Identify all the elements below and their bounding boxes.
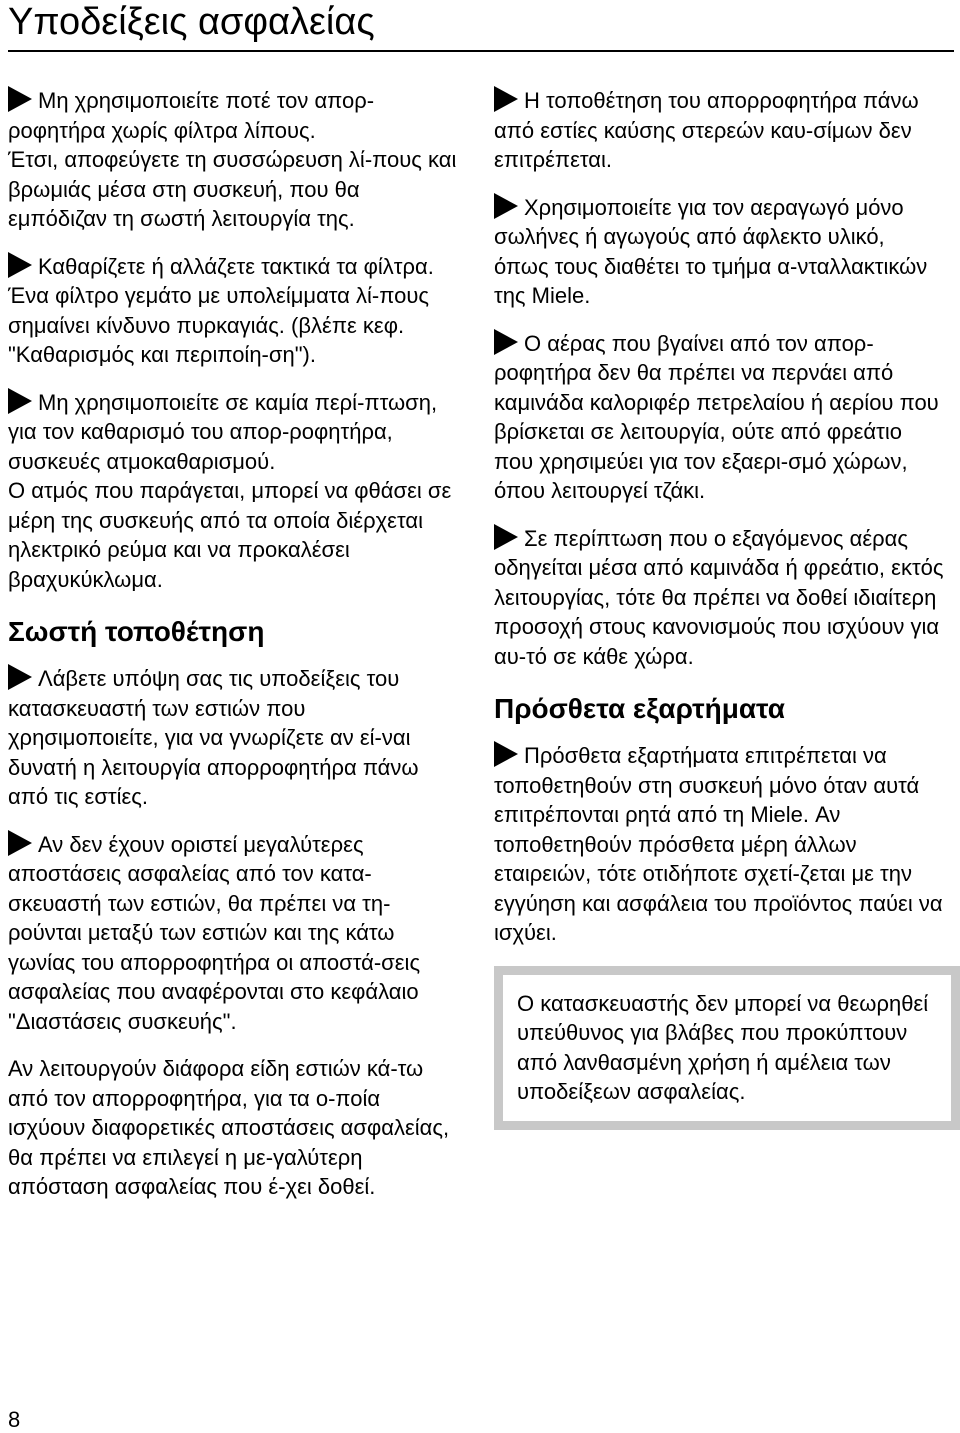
paragraph-text: Καθαρίζετε ή αλλάζετε τακτικά τα φίλτρα. bbox=[38, 253, 434, 279]
paragraph-text: Ο αέρας που βγαίνει από τον απορ-ροφητήρα δεν θα πρέπει να περνάει από καμινάδα καλοριφέρ πετρελαίου ή αερίου που βρίσκεται σε λειτουργία, ούτε από φρεάτιο που χρησιμεύει για τον εξαερι-σμό χώρων, όπου λειτουργεί τζάκι. bbox=[494, 330, 939, 503]
triangle-right-icon bbox=[8, 388, 32, 414]
bullet-paragraph bbox=[8, 86, 458, 145]
paragraph bbox=[8, 830, 458, 1037]
paragraph bbox=[494, 193, 944, 311]
paragraph bbox=[8, 388, 458, 595]
triangle-right-icon bbox=[494, 329, 518, 355]
paragraph-text: Μη χρησιμοποιείτε ποτέ τον απορ-ροφητήρα χωρίς φίλτρα λίπους. bbox=[8, 88, 375, 143]
triangle-right-icon bbox=[494, 524, 518, 550]
triangle-right-icon bbox=[8, 252, 32, 278]
bullet-paragraph bbox=[494, 193, 944, 311]
triangle-right-icon bbox=[8, 830, 32, 856]
section-heading: Πρόσθετα εξαρτήματα bbox=[494, 693, 785, 724]
paragraph bbox=[8, 664, 458, 812]
paragraph-text: Έτσι, αποφεύγετε τη συσσώρευση λί-πους και βρωμιάς μέσα στη συσκευή, που θα εμπόδιζαν τη σωστή λειτουργία της. bbox=[8, 147, 457, 231]
paragraph-text: Αν λειτουργούν διάφορα είδη εστιών κά-τω από τον απορροφητήρα, για τα ο-ποία ισχύουν διαφορετικές αποστάσεις ασφαλείας, θα πρέπει να επιλεγεί η με-γαλύτερη απόσταση ασφαλείας που έ-χει δοθεί. bbox=[8, 1056, 450, 1199]
bullet-paragraph bbox=[8, 830, 458, 1037]
right-column bbox=[494, 86, 944, 1130]
triangle-right-icon bbox=[494, 86, 518, 112]
paragraph-text: Χρησιμοποιείτε για τον αεραγωγό μόνο σωλήνες ή αγωγούς από άφλεκτο υλικό, όπως τους διαθέτει το τμήμα α-νταλλακτικών της Miele. bbox=[494, 194, 928, 308]
triangle-right-icon bbox=[494, 193, 518, 219]
paragraph-text: Πρόσθετα εξαρτήματα επιτρέπεται να τοποθετηθούν στη συσκευή μόνο όταν αυτά επιτρέπονται ρητά από τη Miele. Αν τοποθετηθούν πρόσθετα μέρη άλλων εταιρειών, τότε οτιδήποτε σχετί-ζεται με την εγγύηση και ασφάλεια του προϊόντος παύει να ισχύει. bbox=[494, 743, 943, 945]
bullet-paragraph bbox=[494, 524, 944, 672]
paragraph bbox=[494, 524, 944, 672]
bullet-paragraph bbox=[8, 252, 458, 282]
paragraph-text: Λάβετε υπόψη σας τις υποδείξεις του κατασκευαστή των εστιών που χρησιμοποιείτε, για να γνωρίζετε αν εί-ναι δυνατή η λειτουργία απορροφητήρα πάνω από τις εστίες. bbox=[8, 666, 419, 809]
bullet-paragraph bbox=[494, 741, 944, 948]
triangle-right-icon bbox=[8, 86, 32, 112]
left-column bbox=[8, 86, 458, 1220]
notice-box bbox=[494, 966, 960, 1130]
bullet-paragraph bbox=[8, 388, 458, 477]
paragraph bbox=[8, 1054, 458, 1202]
paragraph-text: Μη χρησιμοποιείτε σε καμία περί-πτωση, για τον καθαρισμό του απορ-ροφητήρα, συσκευές ατμοκαθαρισμού. bbox=[8, 389, 438, 474]
notice-text: Ο κατασκευαστής δεν μπορεί να θεωρηθεί υπεύθυνος για βλάβες που προκύπτουν από λανθασμένη χρήση ή αμέλεια των υποδείξεων ασφαλείας. bbox=[517, 990, 929, 1104]
triangle-right-icon bbox=[8, 664, 32, 690]
paragraph bbox=[494, 741, 944, 948]
bullet-paragraph bbox=[494, 329, 944, 506]
bullet-paragraph bbox=[8, 664, 458, 812]
paragraph-text: Η τοποθέτηση του απορροφητήρα πάνω από εστίες καύσης στερεών καυ-σίμων δεν επιτρέπεται. bbox=[494, 88, 919, 172]
paragraph bbox=[8, 86, 458, 234]
paragraph bbox=[494, 86, 944, 175]
paragraph-text: Σε περίπτωση που ο εξαγόμενος αέρας οδηγείται μέσα από καμινάδα ή φρεάτιο, εκτός λειτουργίας, τότε θα πρέπει να δοθεί ιδιαίτερη προσοχή στους κανονισμούς που ισχύουν για αυ-τό σε κάθε χώρα. bbox=[494, 525, 944, 669]
paragraph bbox=[8, 252, 458, 370]
page-number: 8 bbox=[8, 1407, 21, 1432]
bullet-paragraph bbox=[494, 86, 944, 175]
page-title: Υποδείξεις ασφαλείας bbox=[8, 1, 375, 43]
paragraph bbox=[494, 329, 944, 506]
paragraph-text: Ο ατμός που παράγεται, μπορεί να φθάσει σε μέρη της συσκευής από τα οποία διέρχεται ηλεκτρικό ρεύμα και να προκαλέσει βραχυκύκλωμα. bbox=[8, 478, 452, 592]
title-rule bbox=[8, 50, 954, 52]
paragraph-text: Ένα φίλτρο γεμάτο με υπολείμματα λί-πους σημαίνει κίνδυνο πυρκαγιάς. (βλέπε κεφ. "Καθαρισμός και περιποίη-ση"). bbox=[8, 283, 429, 367]
paragraph-text: Αν δεν έχουν οριστεί μεγαλύτερες αποστάσεις ασφαλείας από τον κατα-σκευαστή των εστιών, θα πρέπει να τη-ρούνται μεταξύ των εστιών και της κάτω γωνίας του απορροφητήρα οι αποστά-σεις ασφαλείας που αναφέρονται στο κεφάλαιο "Διαστάσεις συσκευής". bbox=[8, 831, 421, 1034]
triangle-right-icon bbox=[494, 741, 518, 767]
section-heading: Σωστή τοποθέτηση bbox=[8, 616, 265, 647]
